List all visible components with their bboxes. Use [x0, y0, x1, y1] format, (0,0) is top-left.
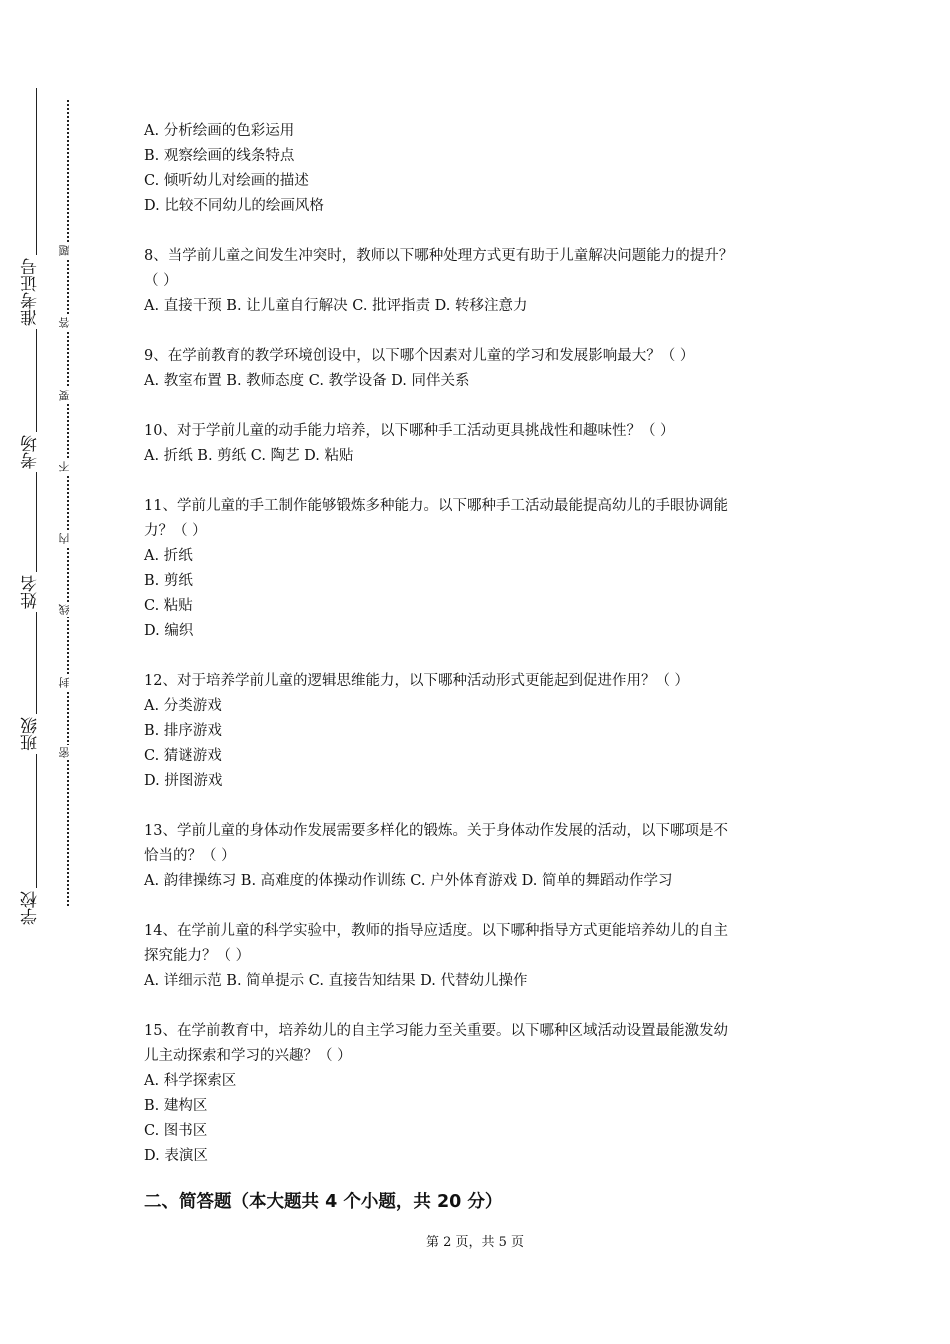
question-14	[144, 919, 824, 994]
question-options: A. 韵律操练习 B. 高难度的体操动作训练 C. 户外体育游戏 D. 简单的舞蹈动作学习	[144, 873, 673, 889]
question-options: A. 折纸 B. 剪纸 C. 陶艺 D. 粘贴	[144, 448, 354, 464]
field-label-exam-number: 准考证号	[22, 255, 52, 329]
field-label-exam-room: 考场	[22, 432, 52, 472]
option: D. 比较不同幼儿的绘画风格	[144, 198, 324, 214]
question-11	[144, 494, 824, 644]
option: D. 表演区	[144, 1148, 208, 1164]
option: A. 分类游戏	[144, 698, 222, 714]
seal-char: 要	[59, 388, 77, 403]
question-text: 14、在学前儿童的科学实验中，教师的指导应适度。以下哪种指导方式更能培养幼儿的自主	[144, 923, 728, 939]
question-text: 12、对于培养学前儿童的逻辑思维能力，以下哪种活动形式更能起到促进作用？（ ）	[144, 673, 690, 689]
question-13	[144, 819, 824, 894]
seal-char: 密	[59, 745, 77, 760]
option: A. 科学探索区	[144, 1073, 237, 1089]
question-text: 9、在学前教育的教学环境创设中，以下哪个因素对儿童的学习和发展影响最大？（ ）	[144, 348, 695, 364]
seal-char: 不	[59, 459, 77, 474]
option: D. 拼图游戏	[144, 773, 223, 789]
question-text: 11、学前儿童的手工制作能够锻炼多种能力。以下哪种手工活动最能提高幼儿的手眼协调能	[144, 498, 728, 514]
seal-char: 封	[59, 675, 77, 690]
question-text: 8、当学前儿童之间发生冲突时，教师以下哪种处理方式更有助于儿童解决问题能力的提升？	[144, 248, 734, 264]
page-footer: 第 2 页，共 5 页	[425, 1235, 525, 1250]
question-15	[144, 1019, 824, 1169]
question-options: A. 直接干预 B. 让儿童自行解决 C. 批评指责 D. 转移注意力	[144, 298, 528, 314]
option: D. 编织	[144, 623, 194, 639]
seal-char: 内	[59, 531, 77, 546]
question-text: 力？（ ）	[144, 523, 207, 539]
question-options: A. 详细示范 B. 简单提示 C. 直接告知结果 D. 代替幼儿操作	[144, 973, 528, 989]
option: B. 观察绘画的线条特点	[144, 148, 295, 164]
binding-dotted-line	[67, 100, 69, 906]
question-7-options	[144, 119, 824, 219]
option: B. 建构区	[144, 1098, 208, 1114]
option: C. 粘贴	[144, 598, 193, 614]
option: B. 排序游戏	[144, 723, 222, 739]
field-label-school: 学校	[22, 888, 52, 928]
question-9	[144, 344, 824, 394]
seal-char: 题	[59, 243, 77, 258]
question-text: （ ）	[144, 273, 178, 289]
field-label-name: 姓名	[22, 572, 52, 612]
question-text: 儿主动探索和学习的兴趣？（ ）	[144, 1048, 352, 1064]
question-text: 探究能力？（ ）	[144, 948, 251, 964]
question-text: 13、学前儿童的身体动作发展需要多样化的锻炼。关于身体动作发展的活动，以下哪项是不	[144, 823, 728, 839]
field-label-class: 班级	[22, 714, 52, 754]
question-12	[144, 669, 824, 794]
option: A. 分析绘画的色彩运用	[144, 123, 295, 139]
question-10	[144, 419, 824, 469]
question-text: 10、对于学前儿童的动手能力培养，以下哪种手工活动更具挑战性和趣味性？（ ）	[144, 423, 675, 439]
option: B. 剪纸	[144, 573, 193, 589]
question-list	[144, 119, 824, 1169]
seal-char: 答	[59, 315, 77, 330]
option: C. 图书区	[144, 1123, 208, 1139]
binding-solid-line	[36, 88, 37, 900]
option: A. 折纸	[144, 548, 193, 564]
question-text: 恰当的？（ ）	[144, 848, 236, 864]
question-text: 15、在学前教育中，培养幼儿的自主学习能力至关重要。以下哪种区域活动设置最能激发幼	[144, 1023, 728, 1039]
seal-char: 线	[59, 602, 77, 617]
question-8	[144, 244, 824, 319]
question-options: A. 教室布置 B. 教师态度 C. 教学设备 D. 同伴关系	[144, 373, 470, 389]
binding-margin	[0, 0, 90, 1344]
option: C. 猜谜游戏	[144, 748, 222, 764]
section-title: 二、简答题（本大题共 4 个小题，共 20 分）	[144, 1192, 503, 1212]
option: C. 倾听幼儿对绘画的描述	[144, 173, 309, 189]
